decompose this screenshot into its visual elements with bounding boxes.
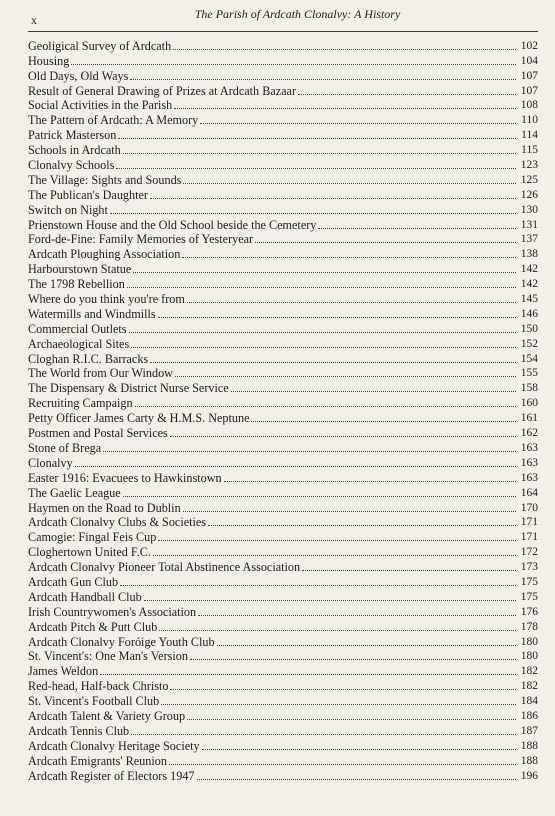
toc-entry-page: 158 [520,382,538,395]
dot-leader [187,301,516,303]
toc-entry [28,470,538,485]
toc-entry [28,112,538,127]
dot-leader [302,569,516,571]
dot-leader [110,212,516,214]
toc-entry-title: Camogie: Fingal Feis Cup [28,530,157,545]
toc-entry-page: 131 [520,218,538,231]
toc-entry [28,217,538,232]
toc-entry-page: 182 [520,680,538,693]
dot-leader [202,748,516,750]
dot-leader [130,78,516,80]
dot-leader [103,450,516,452]
dot-leader [174,107,516,109]
toc-entry-title: Ardcath Register of Electors 1947 [28,768,195,783]
dot-leader [75,465,516,467]
dot-leader [133,271,516,273]
toc-entry [28,202,538,217]
toc-entry-title: Cloghan R.I.C. Barracks [28,351,149,366]
toc-entry-page: 171 [520,516,538,529]
page-number: x [31,13,37,27]
toc-entry-title: Stone of Brega [28,440,102,455]
dot-leader [208,524,516,526]
toc-entry-page: 162 [520,427,538,440]
dot-leader [120,584,516,586]
toc-entry-page: 176 [520,605,538,618]
toc-entry [28,574,538,589]
toc-entry-title: The 1798 Rebellion [28,277,125,292]
toc-entry-title: Ardcath Clonalvy Heritage Society [28,738,200,753]
toc-entry [28,395,538,410]
toc-entry-page: 175 [520,575,538,588]
toc-entry-title: Ford-de-Fine: Family Memories of Yesteryear [28,232,254,247]
toc-entry-title: St. Vincent's: One Man's Version [28,649,188,664]
toc-entry [28,738,538,753]
toc-entry-page: 163 [520,471,538,484]
toc-entry-title: Ardcath Emigrants' Reunion [28,753,167,768]
toc-entry-title: Postmen and Postal Services [28,426,168,441]
toc-entry-title: The World from Our Window [28,366,173,381]
toc-entry-title: Clonalvy Schools [28,158,115,173]
dot-leader [298,93,516,95]
dot-leader [150,197,516,199]
toc-entry-page: 188 [520,754,538,767]
toc-entry-title: The Pattern of Ardcath: A Memory [28,113,199,128]
toc-entry-title: The Village: Sights and Sounds [28,172,182,187]
dot-leader [200,122,516,124]
toc-entry-title: Schools in Ardcath [28,143,121,158]
dot-leader [183,510,516,512]
toc-entry-title: Petty Officer James Carty & H.M.S. Neptune [28,411,250,426]
dot-leader [159,629,516,631]
toc-entry [28,291,538,306]
toc-entry [28,455,538,470]
toc-entry-page: 173 [520,561,538,574]
toc-entry [28,515,538,530]
toc-entry [28,366,538,381]
toc-entry [28,232,538,247]
toc-entry [28,142,538,157]
table-of-contents [28,38,538,783]
toc-entry [28,663,538,678]
toc-entry-title: Result of General Drawing of Prizes at Ardcath Bazaar [28,83,297,98]
toc-entry [28,157,538,172]
toc-entry-title: Haymen on the Road to Dublin [28,500,181,515]
toc-entry-title: Geoligical Survey of Ardcath [28,38,172,53]
toc-entry-page: 107 [520,84,538,97]
toc-entry-page: 160 [520,397,538,410]
toc-entry-page: 187 [520,724,538,737]
dot-leader [161,703,516,705]
dot-leader [224,480,516,482]
toc-entry-title: Red-head, Half-back Christo [28,679,169,694]
toc-entry-page: 130 [520,203,538,216]
toc-entry [28,440,538,455]
dot-leader [127,286,516,288]
dot-leader [170,688,516,690]
toc-entry-title: Cloghertown United F.C. [28,545,151,560]
toc-entry [28,425,538,440]
toc-entry [28,336,538,351]
toc-entry-title: Harbourstown Statue [28,262,132,277]
toc-entry [28,68,538,83]
toc-entry-title: Easter 1916: Evacuees to Hawkinstown [28,470,222,485]
dot-leader [187,718,516,720]
toc-entry [28,753,538,768]
toc-entry [28,649,538,664]
toc-entry-title: Recruiting Campaign [28,396,133,411]
dot-leader [197,778,516,780]
toc-entry [28,276,538,291]
toc-entry [28,693,538,708]
toc-entry [28,544,538,559]
toc-entry-page: 145 [520,293,538,306]
toc-entry-page: 126 [520,188,538,201]
dot-leader [100,673,516,675]
toc-entry-title: Irish Countrywomen's Association [28,604,197,619]
page-header [0,7,555,27]
toc-entry-page: 137 [520,233,538,246]
toc-entry-page: 171 [520,531,538,544]
toc-entry-page: 186 [520,709,538,722]
toc-entry [28,261,538,276]
toc-entry-page: 146 [520,307,538,320]
toc-entry-title: Commercial Outlets [28,321,127,336]
toc-entry-page: 172 [520,546,538,559]
dot-leader [153,554,516,556]
toc-entry [28,485,538,500]
toc-entry [28,604,538,619]
toc-entry-title: St. Vincent's Football Club [28,694,160,709]
dot-leader [158,539,516,541]
toc-entry-page: 184 [520,695,538,708]
dot-leader [255,241,516,243]
toc-entry-title: Old Days, Old Ways [28,68,129,83]
dot-leader [131,346,516,348]
dot-leader [318,227,516,229]
toc-entry-title: The Gaelic League [28,485,121,500]
toc-entry-title: Clonalvy [28,455,73,470]
toc-entry-title: Ardcath Ploughing Association [28,247,181,262]
toc-entry [28,127,538,142]
dot-leader [71,63,516,65]
dot-leader [116,167,516,169]
toc-entry-page: 110 [521,114,538,127]
toc-entry-title: Ardcath Handball Club [28,589,142,604]
toc-entry [28,708,538,723]
toc-entry-page: 150 [520,322,538,335]
dot-leader [217,644,516,646]
dot-leader [231,390,516,392]
toc-entry-title: Ardcath Gun Club [28,574,119,589]
dot-leader [118,137,516,139]
toc-entry-page: 180 [520,650,538,663]
dot-leader [170,435,516,437]
dot-leader [131,733,516,735]
dot-leader [135,405,516,407]
toc-entry [28,53,538,68]
dot-leader [175,375,516,377]
toc-entry-page: 163 [520,456,538,469]
dot-leader [158,316,516,318]
toc-entry-page: 107 [520,69,538,82]
toc-entry [28,380,538,395]
toc-entry-page: 163 [520,441,538,454]
toc-entry [28,589,538,604]
running-title: The Parish of Ardcath Clonalvy: A History [194,7,401,21]
dot-leader [251,420,516,422]
toc-entry-page: 123 [520,159,538,172]
toc-entry-page: 178 [520,620,538,633]
toc-entry-title: Where do you think you're from [28,292,185,307]
toc-entry-title: Ardcath Talent & Variety Group [28,708,186,723]
toc-entry-page: 170 [520,501,538,514]
toc-entry [28,83,538,98]
dot-leader [190,658,516,660]
toc-entry-page: 154 [520,352,538,365]
toc-entry [28,500,538,515]
toc-entry-title: Housing [28,53,70,68]
toc-entry-title: Ardcath Clonalvy Clubs & Societies [28,515,207,530]
toc-entry-page: 188 [520,739,538,752]
toc-entry [28,98,538,113]
toc-entry [28,172,538,187]
toc-entry-page: 104 [520,54,538,67]
dot-leader [173,48,516,50]
toc-entry-page: 196 [520,769,538,782]
dot-leader [183,182,516,184]
toc-entry-title: James Weldon [28,664,99,679]
toc-entry [28,559,538,574]
toc-entry-title: Archaeological Sites [28,336,130,351]
dot-leader [169,763,516,765]
toc-entry-title: Switch on Night [28,202,108,217]
header-rule [28,31,538,32]
toc-entry-title: The Dispensary & District Nurse Service [28,381,229,396]
toc-entry-page: 115 [521,144,538,157]
toc-entry-title: Ardcath Clonalvy Foróige Youth Club [28,634,215,649]
dot-leader [123,495,516,497]
dot-leader [144,599,516,601]
toc-entry [28,768,538,783]
toc-entry [28,306,538,321]
toc-entry-title: Ardcath Tennis Club [28,723,130,738]
toc-entry-title: The Publican's Daughter [28,187,148,202]
toc-entry-title: Patrick Masterson [28,128,117,143]
toc-entry-page: 102 [520,39,538,52]
toc-entry-page: 155 [520,367,538,380]
toc-entry-title: Ardcath Pitch & Putt Club [28,619,158,634]
toc-entry-title: Prienstown House and the Old School beside the Cemetery [28,217,317,232]
toc-entry [28,634,538,649]
dot-leader [182,256,516,258]
toc-entry-page: 175 [520,590,538,603]
toc-entry [28,529,538,544]
dot-leader [129,331,517,333]
toc-entry [28,619,538,634]
toc-entry-page: 180 [520,635,538,648]
toc-entry-page: 125 [520,173,538,186]
toc-entry-page: 142 [520,278,538,291]
toc-entry [28,38,538,53]
toc-entry [28,410,538,425]
toc-entry-page: 142 [520,263,538,276]
toc-entry [28,351,538,366]
toc-entry [28,723,538,738]
toc-entry-page: 182 [520,665,538,678]
toc-entry [28,678,538,693]
toc-entry-page: 161 [520,412,538,425]
toc-entry [28,246,538,261]
dot-leader [198,614,516,616]
toc-entry-page: 152 [520,337,538,350]
dot-leader [150,361,516,363]
toc-entry-page: 108 [520,99,538,112]
toc-entry-page: 164 [520,486,538,499]
toc-entry [28,187,538,202]
dot-leader [123,152,516,154]
toc-entry-page: 138 [520,248,538,261]
toc-entry-title: Social Activities in the Parish [28,98,173,113]
toc-entry [28,321,538,336]
toc-entry-page: 114 [521,129,538,142]
toc-entry-title: Ardcath Clonalvy Pioneer Total Abstinence Association [28,560,301,575]
toc-entry-title: Watermills and Windmills [28,306,156,321]
